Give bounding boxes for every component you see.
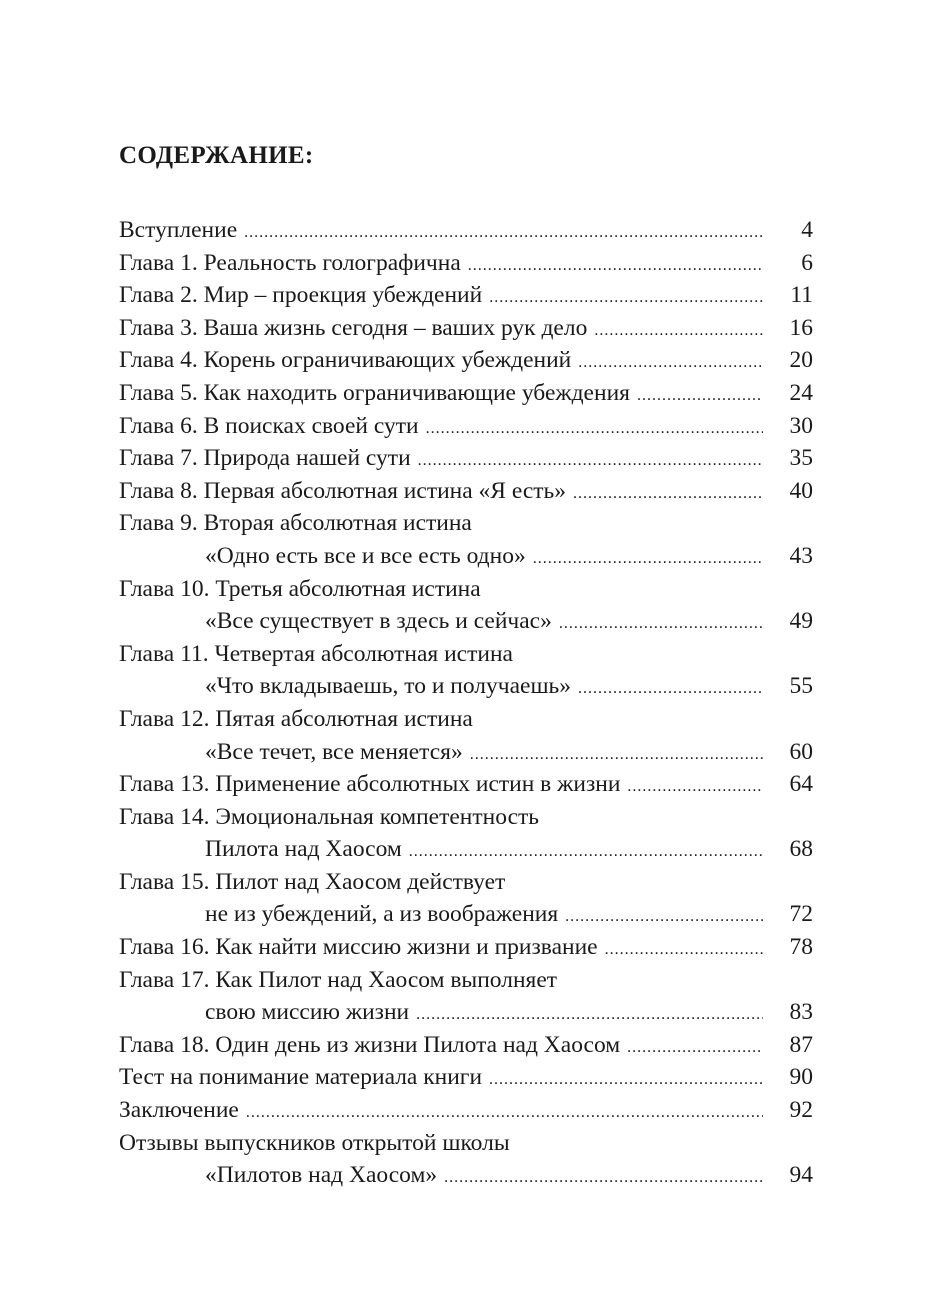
- toc-entry-title: Заключение: [119, 1097, 239, 1124]
- toc-page-number: 94: [789, 1162, 813, 1189]
- toc-page-number: 87: [789, 1031, 813, 1058]
- toc-entry: [119, 1094, 813, 1127]
- toc-entry: [119, 442, 813, 475]
- toc-page-number: 43: [789, 542, 813, 569]
- toc-entry-continuation: [119, 898, 813, 931]
- toc-entry: [119, 1061, 813, 1094]
- toc-entry-continuation: [119, 670, 813, 703]
- toc-entry: [119, 377, 813, 410]
- toc-entry-title: Глава 2. Мир – проекция убеждений: [119, 282, 483, 309]
- dot-leader: [605, 934, 763, 967]
- toc-entry-title: Глава 17. Как Пилот над Хаосом выполняет: [119, 966, 558, 993]
- toc-entry-title: Глава 5. Как находить ограничивающие убеждения: [119, 379, 630, 406]
- dot-leader: [627, 771, 763, 804]
- toc-entry-subtitle: «Пилотов над Хаосом»: [205, 1162, 438, 1189]
- dot-leader: [470, 739, 763, 772]
- toc-entry: [119, 344, 813, 377]
- toc-entry-subtitle: «Одно есть все и все есть одно»: [205, 542, 526, 569]
- dot-leader: [559, 608, 763, 641]
- toc-entry: [119, 1029, 813, 1062]
- toc-entry-title: Глава 14. Эмоциональная компетентность: [119, 803, 539, 830]
- toc-entry-title: Глава 8. Первая абсолютная истина «Я есть»: [119, 477, 567, 504]
- toc-page-number: 4: [801, 217, 813, 243]
- toc-page-number: 60: [789, 738, 813, 765]
- toc-entry-title: Глава 15. Пилот над Хаосом действует: [119, 868, 506, 895]
- dot-leader: [578, 347, 763, 380]
- toc-entry-continuation: [119, 540, 813, 573]
- toc-entry-title: Глава 16. Как найти миссию жизни и призвание: [119, 934, 598, 961]
- toc-entry-title: Вступление: [119, 217, 238, 243]
- toc-page-number: 20: [789, 347, 813, 374]
- toc-entry: [119, 964, 813, 997]
- table-of-contents: [119, 214, 813, 1192]
- toc-entry-subtitle: свою миссию жизни: [205, 999, 410, 1026]
- dot-leader: [409, 836, 763, 869]
- toc-page-number: 40: [789, 477, 813, 504]
- dot-leader: [426, 413, 763, 446]
- toc-page-number: 30: [789, 412, 813, 439]
- toc-entry-title: Глава 12. Пятая абсолютная истина: [119, 705, 473, 732]
- toc-entry-title: Глава 4. Корень ограничивающих убеждений: [119, 347, 572, 374]
- toc-entry-title: Глава 3. Ваша жизнь сегодня – ваших рук дело: [119, 314, 588, 341]
- toc-entry-subtitle: «Все течет, все меняется»: [205, 738, 463, 765]
- toc-entry-title: Глава 10. Третья абсолютная истина: [119, 575, 481, 602]
- dot-leader: [444, 1162, 763, 1195]
- toc-entry-title: Отзывы выпускников открытой школы: [119, 1129, 510, 1156]
- toc-entry: [119, 247, 813, 280]
- toc-entry-continuation: [119, 1159, 813, 1192]
- toc-entry-continuation: [119, 605, 813, 638]
- toc-entry-subtitle: не из убеждений, а из воображения: [205, 901, 559, 928]
- dot-leader: [578, 673, 763, 706]
- dot-leader: [468, 250, 763, 283]
- toc-entry-subtitle: «Что вкладываешь, то и получаешь»: [205, 673, 572, 700]
- toc-entry-continuation: [119, 996, 813, 1029]
- toc-entry: [119, 507, 813, 540]
- toc-entry-subtitle: «Все существует в здесь и сейчас»: [205, 608, 552, 635]
- toc-entry-subtitle: Пилота над Хаосом: [205, 836, 402, 863]
- toc-entry: [119, 573, 813, 606]
- dot-leader: [533, 543, 763, 576]
- toc-entry-title: Глава 11. Четвертая абсолютная истина: [119, 640, 513, 667]
- toc-entry: [119, 866, 813, 899]
- toc-page-number: 24: [789, 379, 813, 406]
- dot-leader: [489, 282, 763, 315]
- toc-page-number: 55: [789, 673, 813, 700]
- dot-leader: [594, 315, 763, 348]
- toc-page-number: 92: [789, 1097, 813, 1124]
- toc-entry: [119, 475, 813, 508]
- toc-page-number: 90: [789, 1064, 813, 1091]
- toc-entry: [119, 410, 813, 443]
- dot-leader: [565, 901, 763, 934]
- dot-leader: [573, 478, 763, 511]
- dot-leader: [627, 1032, 763, 1065]
- dot-leader: [637, 380, 763, 413]
- toc-entry: [119, 1127, 813, 1160]
- toc-entry-continuation: [119, 833, 813, 866]
- toc-entry-title: Глава 6. В поисках своей сути: [119, 412, 419, 439]
- toc-entry-title: Глава 1. Реальность голографична: [119, 249, 461, 276]
- toc-entry-title: Тест на понимание материала книги: [119, 1064, 483, 1091]
- toc-entry-continuation: [119, 736, 813, 769]
- toc-entry: [119, 312, 813, 345]
- toc-page-number: 16: [789, 314, 813, 341]
- toc-page-number: 78: [789, 934, 813, 961]
- toc-entry: [119, 931, 813, 964]
- toc-entry-title: Глава 7. Природа нашей сути: [119, 445, 411, 472]
- toc-page-number: 83: [789, 999, 813, 1026]
- toc-page-number: 72: [789, 901, 813, 928]
- dot-leader: [418, 445, 763, 478]
- toc-page-number: 35: [789, 445, 813, 472]
- dot-leader: [246, 1097, 763, 1130]
- toc-entry-title: Глава 18. Один день из жизни Пилота над Хаосом: [119, 1031, 621, 1058]
- toc-page-number: 68: [789, 836, 813, 863]
- dot-leader: [489, 1064, 763, 1097]
- toc-page-number: 6: [801, 249, 813, 276]
- toc-entry: [119, 768, 813, 801]
- toc-entry: [119, 279, 813, 312]
- toc-entry: [119, 703, 813, 736]
- dot-leader: [244, 217, 763, 250]
- toc-entry: [119, 638, 813, 671]
- toc-page-number: 64: [789, 771, 813, 798]
- toc-page-number: 49: [789, 608, 813, 635]
- toc-heading: СОДЕРЖАНИЕ:: [119, 142, 314, 169]
- dot-leader: [416, 999, 763, 1032]
- toc-entry-title: Глава 13. Применение абсолютных истин в жизни: [119, 771, 621, 798]
- toc-entry: [119, 801, 813, 834]
- toc-page-number: 11: [790, 282, 813, 309]
- toc-entry: [119, 214, 813, 247]
- toc-entry-title: Глава 9. Вторая абсолютная истина: [119, 510, 472, 537]
